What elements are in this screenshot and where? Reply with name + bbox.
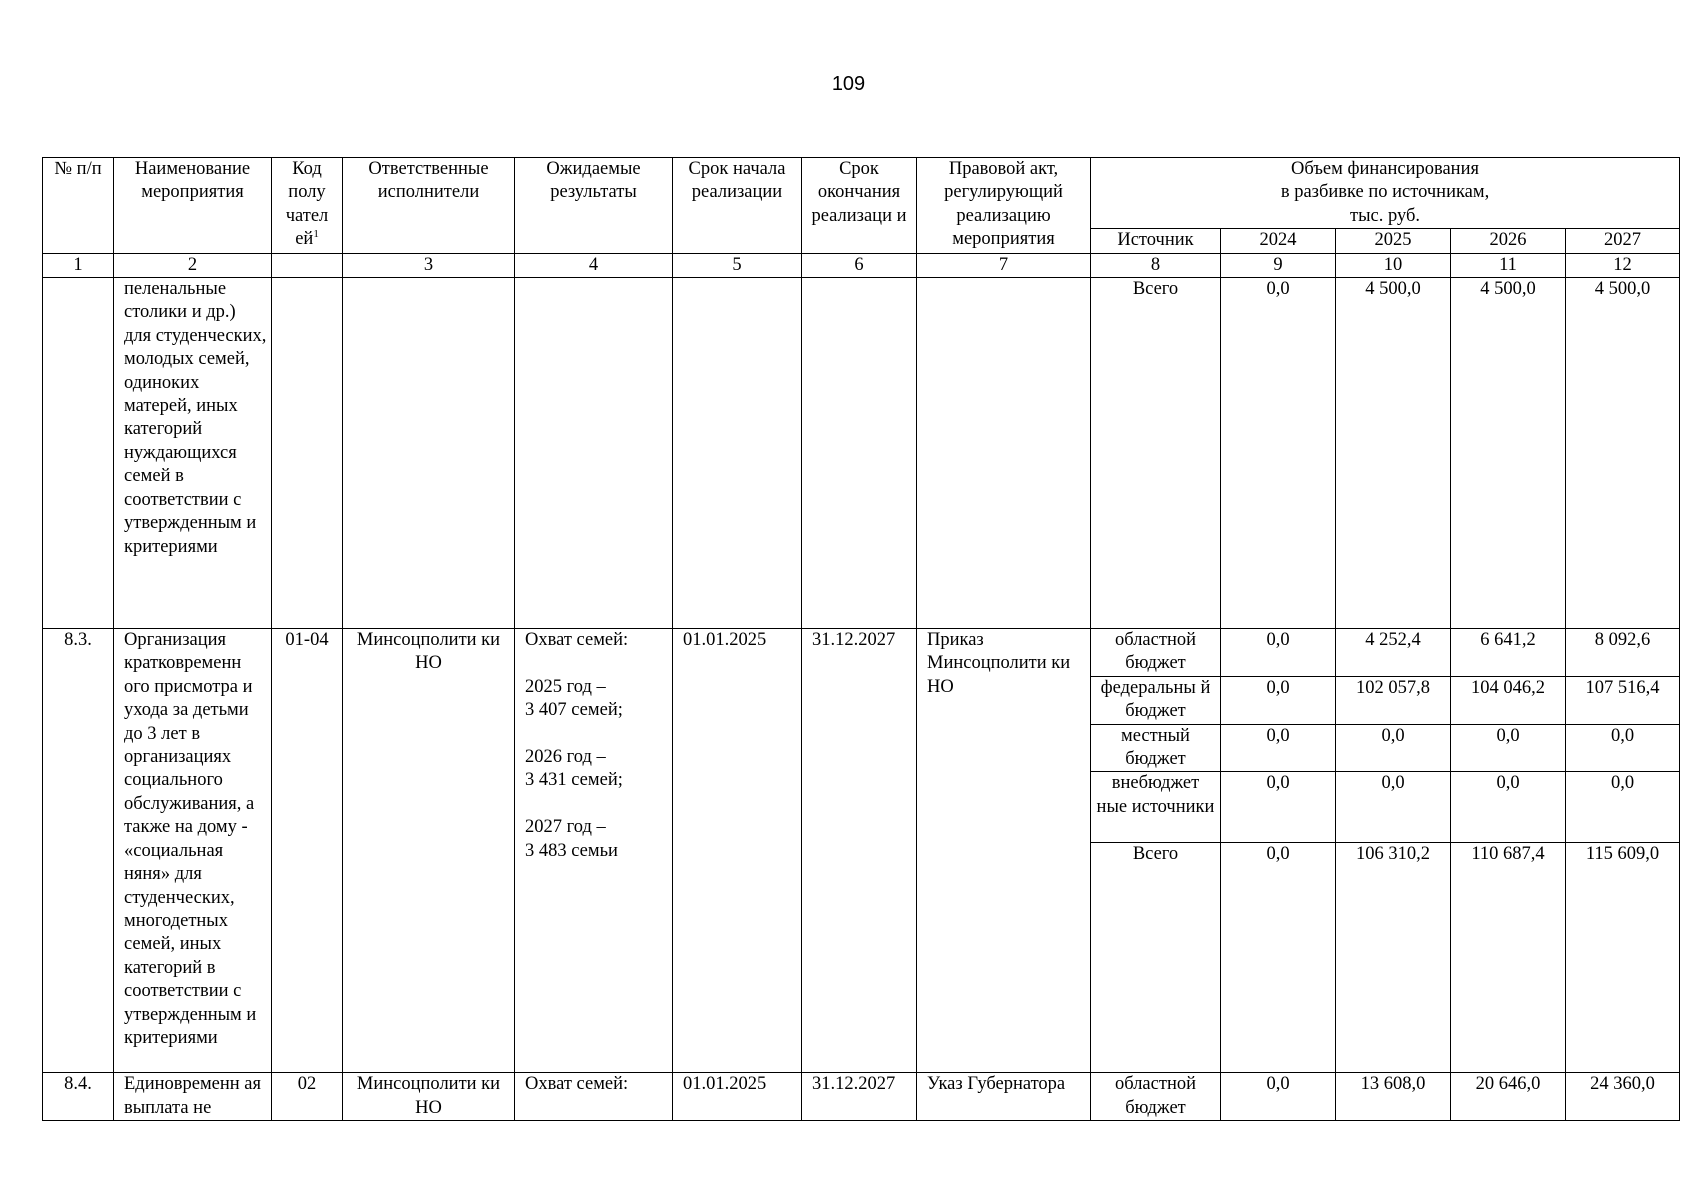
- cell-act: Указ Губернатора: [917, 1073, 1091, 1121]
- colnum: 9: [1221, 253, 1336, 277]
- cell-2024: 0,0: [1221, 676, 1336, 724]
- cell-act: Приказ Минсоцполити ки НО: [917, 629, 1091, 1073]
- colnum: 2: [114, 253, 272, 277]
- cell-2025: 0,0: [1336, 772, 1451, 843]
- cell-resp: [343, 278, 515, 629]
- cell-2024: 0,0: [1221, 629, 1336, 677]
- cell-2026: 6 641,2: [1451, 629, 1566, 677]
- header-name: Наименование мероприятия: [114, 158, 272, 254]
- cell-source: Всего: [1091, 278, 1221, 629]
- cell-2026: 20 646,0: [1451, 1073, 1566, 1121]
- cell-2026: 104 046,2: [1451, 676, 1566, 724]
- header-source: Источник: [1091, 229, 1221, 253]
- cell-2027: 0,0: [1566, 724, 1680, 772]
- colnum: 4: [515, 253, 673, 277]
- colnum: 12: [1566, 253, 1680, 277]
- colnum: 11: [1451, 253, 1566, 277]
- colnum: 1: [43, 253, 114, 277]
- header-code-text: Код полу чател ей: [285, 159, 329, 250]
- cell-name: пеленальные столики и др.) для студенческих, молодых семей, одиноких матерей, иных категорий нуждающихся семей в соответствии с утвержденным и критериями: [114, 278, 272, 629]
- cell-2026: 110 687,4: [1451, 843, 1566, 1073]
- header-end: Срок окончания реализаци и: [802, 158, 917, 254]
- cell-2026: 4 500,0: [1451, 278, 1566, 629]
- colnum: 5: [673, 253, 802, 277]
- cell-2025: 0,0: [1336, 724, 1451, 772]
- cell-code: [272, 278, 343, 629]
- cell-resp: Минсоцполити ки НО: [343, 1073, 515, 1121]
- cell-expected: [515, 278, 673, 629]
- cell-2025: 4 500,0: [1336, 278, 1451, 629]
- cell-2027: 0,0: [1566, 772, 1680, 843]
- header-funding: Объем финансирования в разбивке по источникам, тыс. руб.: [1091, 158, 1680, 229]
- header-resp: Ответственные исполнители: [343, 158, 515, 254]
- column-numbers-row: [43, 253, 1680, 277]
- header-2026: 2026: [1451, 229, 1566, 253]
- colnum: 7: [917, 253, 1091, 277]
- cell-2025: 13 608,0: [1336, 1073, 1451, 1121]
- cell-end: 31.12.2027: [802, 629, 917, 1073]
- header-row-top: [43, 158, 1680, 229]
- header-start: Срок начала реализации: [673, 158, 802, 254]
- cell-code: 02: [272, 1073, 343, 1121]
- cell-2027: 24 360,0: [1566, 1073, 1680, 1121]
- cell-2025: 106 310,2: [1336, 843, 1451, 1073]
- cell-2024: 0,0: [1221, 843, 1336, 1073]
- cell-code: 01-04: [272, 629, 343, 1073]
- cell-2025: 4 252,4: [1336, 629, 1451, 677]
- funding-table: [42, 157, 1680, 1121]
- cell-2024: 0,0: [1221, 278, 1336, 629]
- cell-source: местный бюджет: [1091, 724, 1221, 772]
- header-2027: 2027: [1566, 229, 1680, 253]
- cell-source: областной бюджет: [1091, 1073, 1221, 1121]
- cell-start: [673, 278, 802, 629]
- colnum: [272, 253, 343, 277]
- header-no: № п/п: [43, 158, 114, 254]
- table-row-continuation: [43, 278, 1680, 629]
- cell-2027: 4 500,0: [1566, 278, 1680, 629]
- cell-source: федеральны й бюджет: [1091, 676, 1221, 724]
- cell-end: [802, 278, 917, 629]
- cell-2025: 102 057,8: [1336, 676, 1451, 724]
- header-2025: 2025: [1336, 229, 1451, 253]
- table-row-8-4: [43, 1073, 1680, 1121]
- header-2024: 2024: [1221, 229, 1336, 253]
- colnum: 3: [343, 253, 515, 277]
- cell-source: областной бюджет: [1091, 629, 1221, 677]
- table-row-8-3: [43, 629, 1680, 677]
- header-code: [272, 158, 343, 254]
- cell-no: [43, 278, 114, 629]
- cell-2024: 0,0: [1221, 772, 1336, 843]
- cell-source: Всего: [1091, 843, 1221, 1073]
- cell-2024: 0,0: [1221, 1073, 1336, 1121]
- cell-no: 8.3.: [43, 629, 114, 1073]
- cell-2027: 107 516,4: [1566, 676, 1680, 724]
- header-expected: Ожидаемые результаты: [515, 158, 673, 254]
- cell-resp: Минсоцполити ки НО: [343, 629, 515, 1073]
- header-code-footnote: 1: [313, 228, 319, 241]
- cell-expected: Охват семей: 2025 год – 3 407 семей; 2026 год – 3 431 семей; 2027 год – 3 483 семьи: [515, 629, 673, 1073]
- cell-end: 31.12.2027: [802, 1073, 917, 1121]
- cell-act: [917, 278, 1091, 629]
- colnum: 8: [1091, 253, 1221, 277]
- colnum: 10: [1336, 253, 1451, 277]
- cell-start: 01.01.2025: [673, 629, 802, 1073]
- page-number: 109: [831, 73, 866, 95]
- cell-2026: 0,0: [1451, 724, 1566, 772]
- cell-2024: 0,0: [1221, 724, 1336, 772]
- colnum: 6: [802, 253, 917, 277]
- cell-2026: 0,0: [1451, 772, 1566, 843]
- cell-name: Организация кратковременн ого присмотра и ухода за детьми до 3 лет в организациях социального обслуживания, а также на дому - «социальная няня» для студенческих, многодетных семей, иных категорий в соответствии с утвержденным и критериями: [114, 629, 272, 1073]
- cell-start: 01.01.2025: [673, 1073, 802, 1121]
- cell-expected: Охват семей:: [515, 1073, 673, 1121]
- cell-2027: 115 609,0: [1566, 843, 1680, 1073]
- cell-2027: 8 092,6: [1566, 629, 1680, 677]
- header-act: Правовой акт, регулирующий реализацию мероприятия: [917, 158, 1091, 254]
- cell-no: 8.4.: [43, 1073, 114, 1121]
- cell-source: внебюджет ные источники: [1091, 772, 1221, 843]
- cell-name: Единовременн ая выплата не: [114, 1073, 272, 1121]
